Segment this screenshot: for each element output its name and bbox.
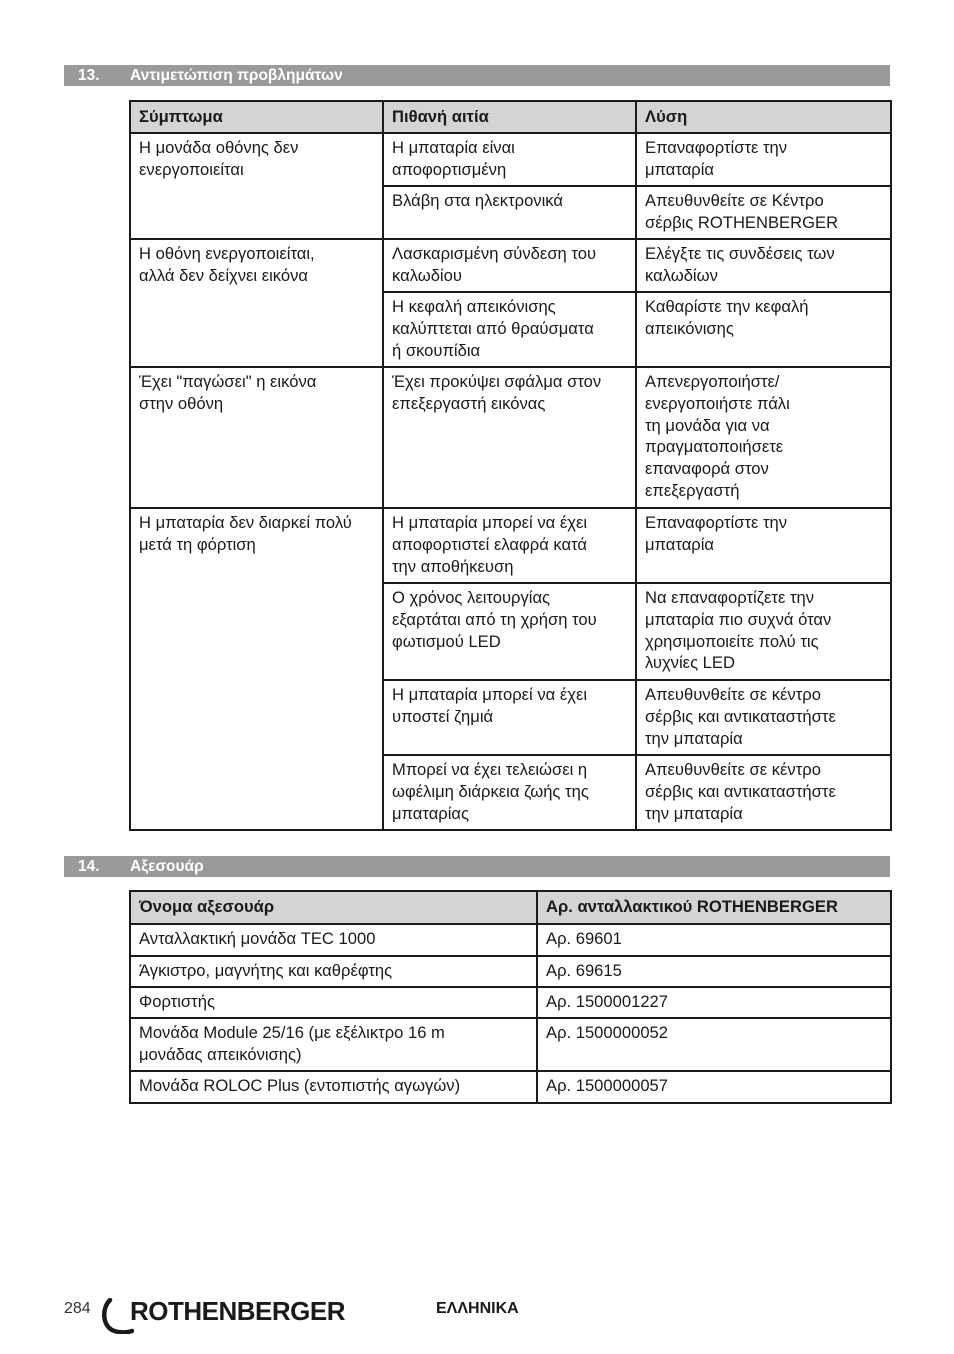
brand-logo-text: ROTHENBERGER: [130, 1296, 346, 1326]
table-row: [130, 133, 891, 186]
section-14-header: [64, 856, 890, 877]
cause-cell: Η κεφαλή απεικόνισης καλύπτεται από θραύσματα ή σκουπίδια: [383, 292, 636, 367]
table-row: [130, 239, 891, 292]
section-13-header: [64, 65, 890, 86]
part-number-cell: Αρ. 1500000057: [537, 1071, 891, 1103]
column-header-part-number: Αρ. ανταλλακτικού ROTHENBERGER: [537, 891, 891, 924]
symptom-cell: Έχει "παγώσει" η εικόνα στην οθόνη: [130, 367, 383, 508]
column-header-solution: Λύση: [636, 101, 891, 133]
symptom-cell: Η μονάδα οθόνης δεν ενεργοποιείται: [130, 133, 383, 239]
part-number-cell: Αρ. 69615: [537, 956, 891, 987]
column-header-cause: Πιθανή αιτία: [383, 101, 636, 133]
logo-swoosh-icon: [100, 1298, 134, 1334]
page-number: 284: [64, 1300, 91, 1317]
part-number-cell: Αρ. 1500001227: [537, 987, 891, 1018]
symptom-cell: Η οθόνη ενεργοποιείται, αλλά δεν δείχνει εικόνα: [130, 239, 383, 367]
accessory-name-cell: Άγκιστρο, μαγνήτης και καθρέφτης: [130, 956, 537, 987]
section-13-number: 13.: [78, 67, 100, 84]
solution-cell: Απενεργοποιήστε/ ενεργοποιήστε πάλι τη μονάδα για να πραγματοποιήσετε επαναφορά στον επεξεργαστή: [636, 367, 891, 508]
page-footer: [0, 1296, 954, 1336]
table-row: [130, 956, 891, 987]
cause-cell: Η μπαταρία μπορεί να έχει αποφορτιστεί ελαφρά κατά την αποθήκευση: [383, 508, 636, 583]
solution-cell: Καθαρίστε την κεφαλή απεικόνισης: [636, 292, 891, 367]
accessory-name-cell: Ανταλλακτική μονάδα TEC 1000: [130, 924, 537, 956]
troubleshooting-table: [129, 100, 892, 831]
accessory-name-cell: Μονάδα ROLOC Plus (εντοπιστής αγωγών): [130, 1071, 537, 1103]
language-label: ΕΛΛΗΝΙΚΑ: [436, 1300, 519, 1317]
solution-cell: Ελέγξτε τις συνδέσεις των καλωδίων: [636, 239, 891, 292]
part-number-cell: Αρ. 69601: [537, 924, 891, 956]
cause-cell: Η μπαταρία μπορεί να έχει υποστεί ζημιά: [383, 680, 636, 755]
table-row: [130, 1018, 891, 1071]
section-14-title: Αξεσουάρ: [130, 858, 204, 875]
solution-cell: Απευθυνθείτε σε κέντρο σέρβις και αντικαταστήστε την μπαταρία: [636, 755, 891, 830]
table-row: [130, 987, 891, 1018]
solution-cell: Απευθυνθείτε σε Κέντρο σέρβις ROTHENBERGER: [636, 186, 891, 239]
solution-cell: Επαναφορτίστε την μπαταρία: [636, 508, 891, 583]
cause-cell: Λασκαρισμένη σύνδεση του καλωδίου: [383, 239, 636, 292]
accessory-name-cell: Μονάδα Module 25/16 (με εξέλικτρο 16 m μονάδας απεικόνισης): [130, 1018, 537, 1071]
accessory-name-cell: Φορτιστής: [130, 987, 537, 1018]
column-header-symptom: Σύμπτωμα: [130, 101, 383, 133]
cause-cell: Έχει προκύψει σφάλμα στον επεξεργαστή εικόνας: [383, 367, 636, 508]
column-header-accessory-name: Όνομα αξεσουάρ: [130, 891, 537, 924]
part-number-cell: Αρ. 1500000052: [537, 1018, 891, 1071]
section-13-title: Αντιμετώπιση προβλημάτων: [130, 67, 343, 84]
solution-cell: Να επαναφορτίζετε την μπαταρία πιο συχνά όταν χρησιμοποιείτε πολύ τις λυχνίες LED: [636, 583, 891, 680]
table-row: [130, 508, 891, 583]
accessories-table: [129, 890, 892, 1104]
table-row: [130, 1071, 891, 1103]
cause-cell: Ο χρόνος λειτουργίας εξαρτάται από τη χρήση του φωτισμού LED: [383, 583, 636, 680]
cause-cell: Βλάβη στα ηλεκτρονικά: [383, 186, 636, 239]
section-14-number: 14.: [78, 858, 100, 875]
cause-cell: Η μπαταρία είναι αποφορτισμένη: [383, 133, 636, 186]
symptom-cell: Η μπαταρία δεν διαρκεί πολύ μετά τη φόρτιση: [130, 508, 383, 830]
solution-cell: Απευθυνθείτε σε κέντρο σέρβις και αντικαταστήστε την μπαταρία: [636, 680, 891, 755]
solution-cell: Επαναφορτίστε την μπαταρία: [636, 133, 891, 186]
table-row: [130, 924, 891, 956]
cause-cell: Μπορεί να έχει τελειώσει η ωφέλιμη διάρκεια ζωής της μπαταρίας: [383, 755, 636, 830]
brand-logo: [100, 1296, 350, 1336]
table-row: [130, 367, 891, 508]
